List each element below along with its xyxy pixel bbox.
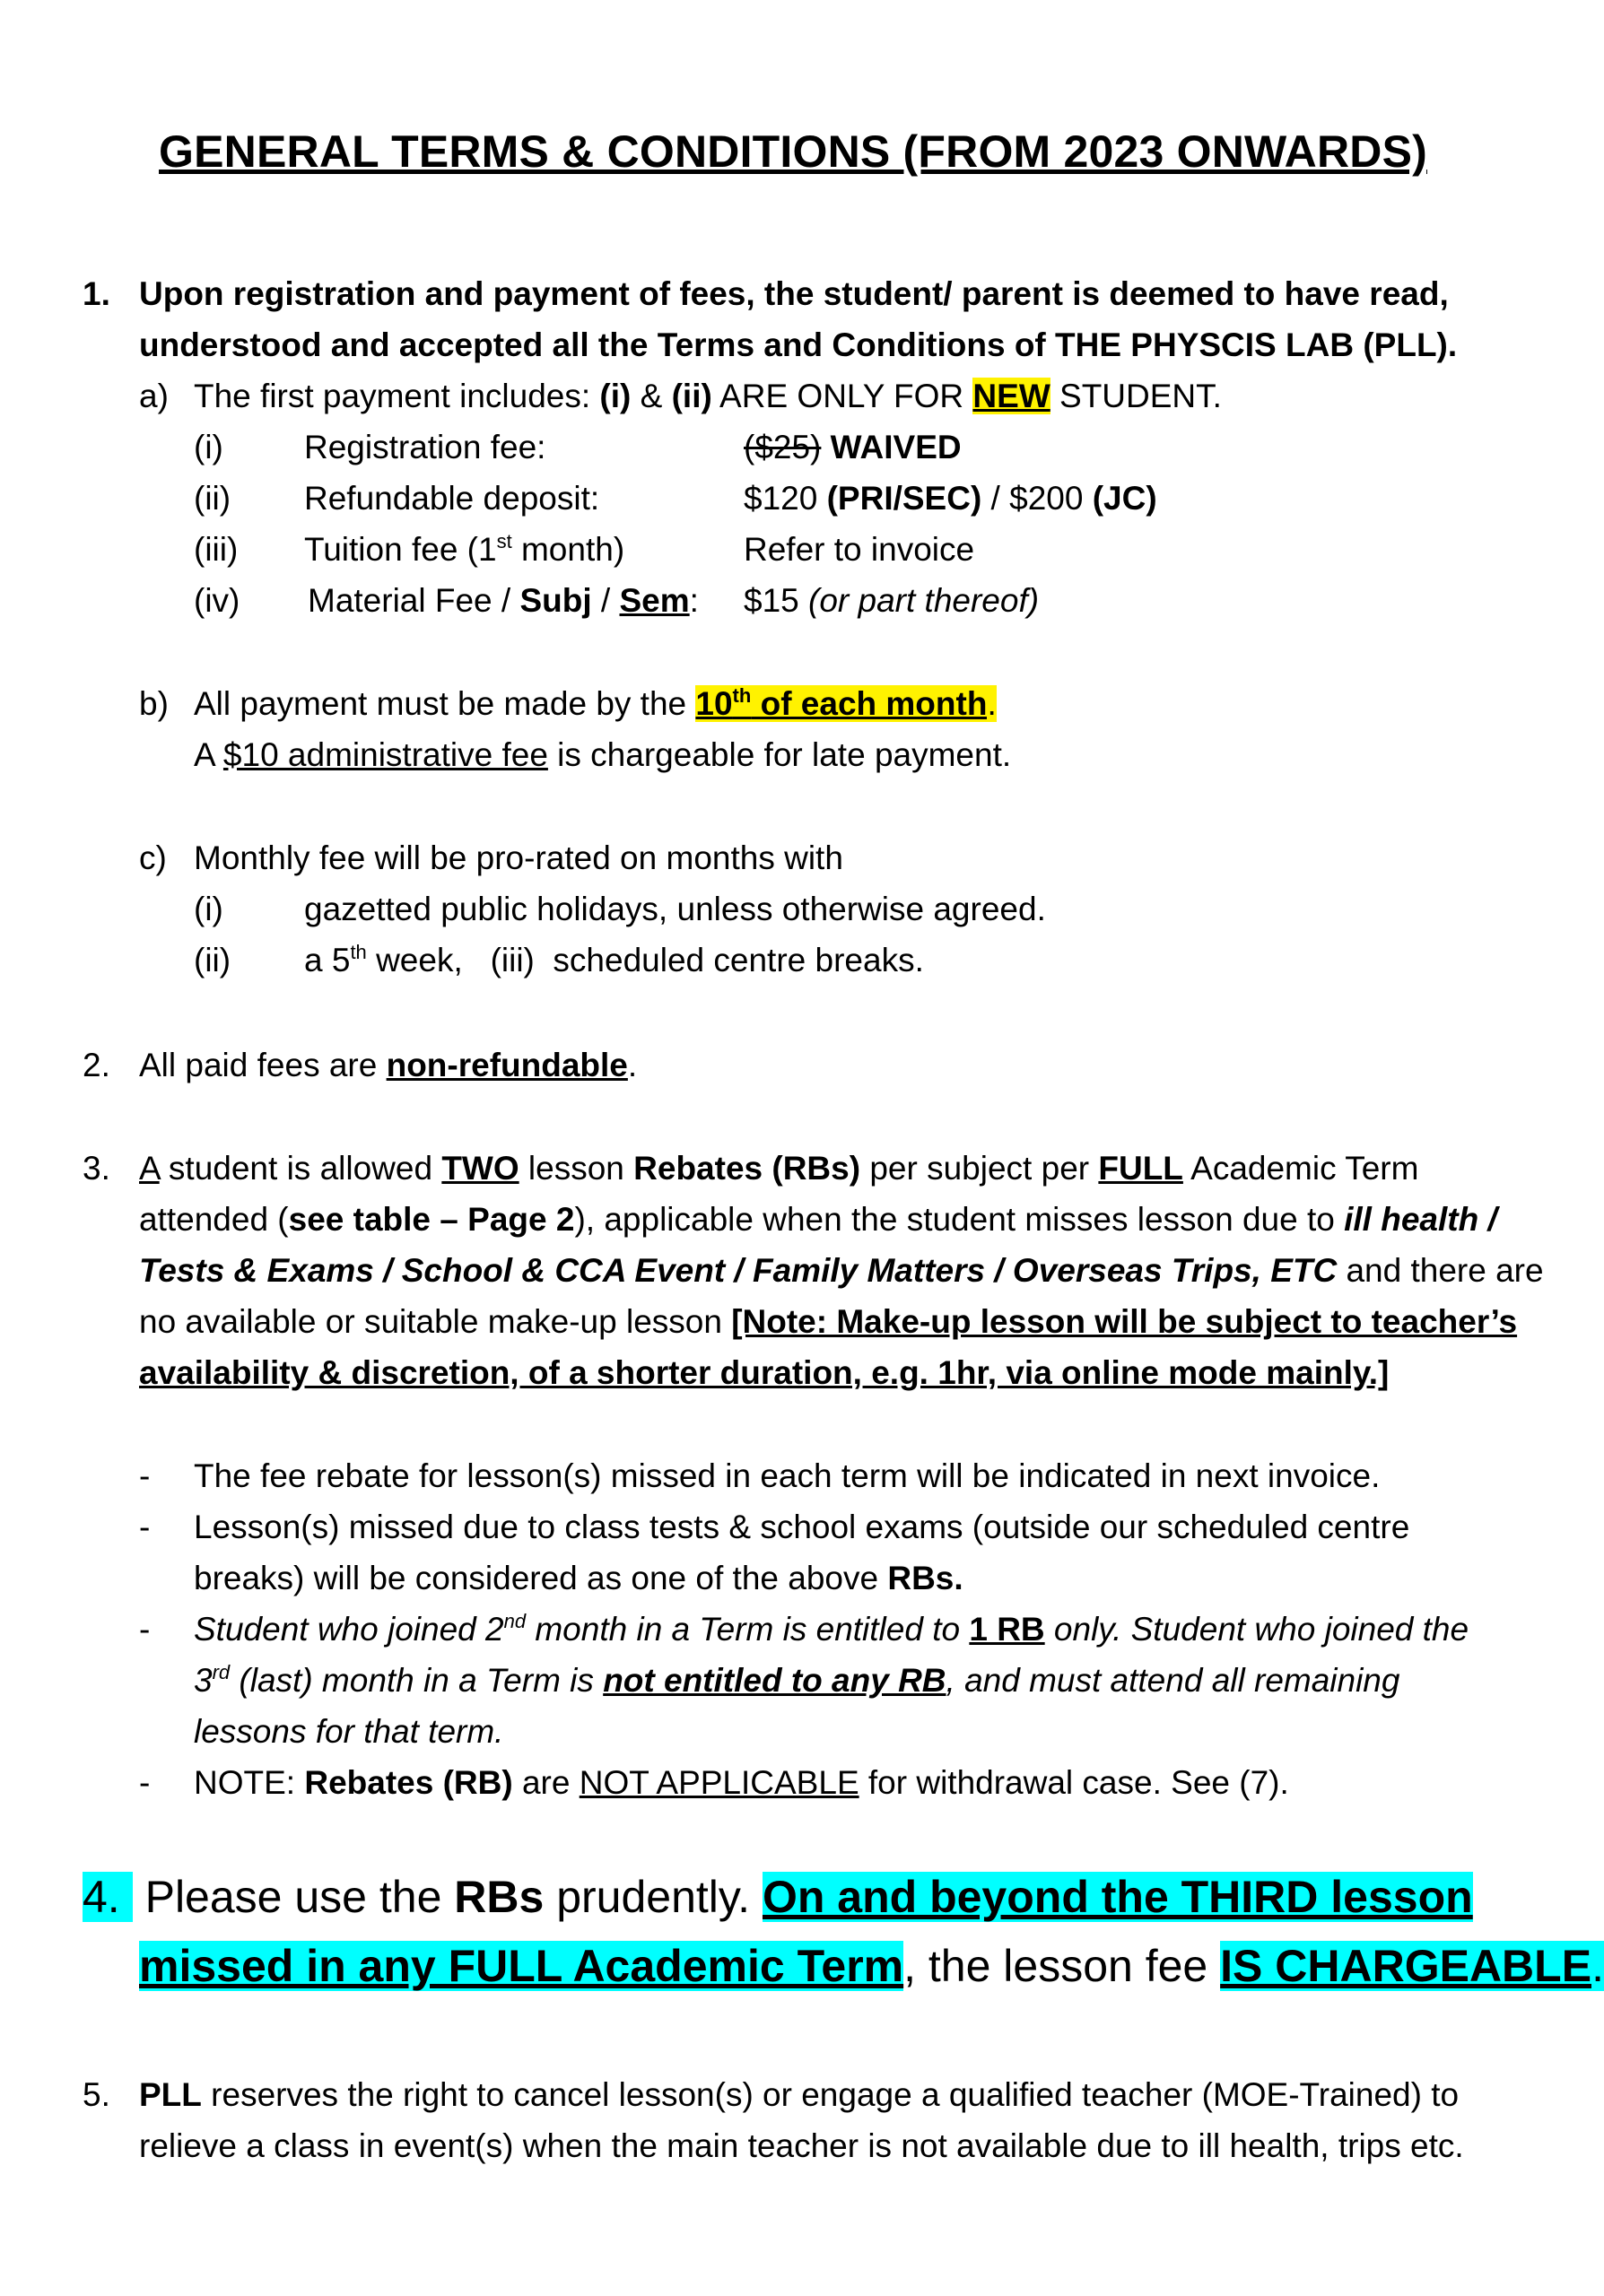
fee-row-1-label: Registration fee: (304, 429, 546, 465)
item-3-line-5: availability & discretion, of a shorter duration, e.g. 1hr, via online mode mainly.] (139, 1354, 1390, 1391)
item-4-line-1: 4. Please use the RBs prudently. On and beyond the THIRD lesson (83, 1872, 1473, 1922)
item-5-line-2: relieve a class in event(s) when the main teacher is not available due to ill health, trips etc. (139, 2127, 1464, 2164)
item-3-line-2: attended (see table – Page 2), applicable when the student misses lesson due to ill health / (139, 1201, 1497, 1238)
fee-row-2-value: $120 (PRI/SEC) / $200 (JC) (744, 480, 1157, 517)
item-3-line-4: no available or suitable make-up lesson [Note: Make-up lesson will be subject to teacher’s (139, 1303, 1518, 1340)
item-4-line-2: missed in any FULL Academic Term, the lesson fee IS CHARGEABLE. (139, 1941, 1604, 1991)
item-1a-text: The first payment includes: (i) & (ii) ARE ONLY FOR NEW STUDENT. (194, 378, 1222, 414)
bullet-dash: - (139, 1457, 151, 1494)
rebate-note-2-line-2: breaks) will be considered as one of the above RBs. (194, 1560, 963, 1596)
bullet-dash: - (139, 1764, 151, 1801)
rebate-note-3-line-3: lessons for that term. (194, 1713, 504, 1750)
fee-row-2-label: Refundable deposit: (304, 480, 600, 517)
item-1c-row-2-text: a 5th week, (iii) scheduled centre breaks. (304, 941, 924, 978)
new-highlight: NEW (972, 378, 1050, 414)
rebate-note-2-line-1: Lesson(s) missed due to class tests & school exams (outside our scheduled centre (194, 1509, 1410, 1545)
fee-row-3-num: (iii) (194, 531, 239, 568)
page-title: GENERAL TERMS & CONDITIONS (FROM 2023 ONWARDS) (159, 126, 1427, 177)
fee-row-3-label: Tuition fee (1st month) (304, 530, 625, 568)
fee-row-1-value: ($25) WAIVED (744, 429, 962, 465)
rebate-note-3-line-2: 3rd (last) month in a Term is not entitled to any RB, and must attend all remaining (194, 1661, 1400, 1699)
fee-row-3-value: Refer to invoice (744, 531, 975, 568)
rebate-note-4: NOTE: Rebates (RB) are NOT APPLICABLE for withdrawal case. See (7). (194, 1764, 1289, 1801)
item-1c-row-2-num: (ii) (194, 942, 231, 978)
due-date-highlight: 10th of each month (695, 684, 988, 722)
fee-row-4-value: $15 (or part thereof) (744, 582, 1040, 619)
fee-row-4-label: Material Fee / Subj / Sem: (308, 582, 699, 619)
bullet-dash: - (139, 1611, 151, 1648)
rebate-note-1: The fee rebate for lesson(s) missed in each term will be indicated in next invoice. (194, 1457, 1381, 1494)
item-1c-row-1-text: gazetted public holidays, unless otherwise agreed. (304, 891, 1046, 927)
item-4-highlight-1: On and beyond the THIRD lesson (762, 1872, 1473, 1922)
item-4-highlight-3: IS CHARGEABLE (1220, 1941, 1592, 1991)
item-1b-letter: b) (139, 685, 169, 722)
item-4-highlight-2: missed in any FULL Academic Term (139, 1941, 904, 1991)
item-1b-line-2: A $10 administrative fee is chargeable for late payment. (194, 736, 1012, 773)
item-1c-row-1-num: (i) (194, 891, 223, 927)
item-1-number: 1. (83, 275, 110, 312)
item-1c-line-1: Monthly fee will be pro-rated on months with (194, 839, 843, 876)
item-1-line-2: understood and accepted all the Terms and Conditions of THE PHYSCIS LAB (PLL). (139, 326, 1458, 363)
item-1a-letter: a) (139, 378, 169, 414)
bullet-dash: - (139, 1509, 151, 1545)
item-5-number: 5. (83, 2076, 110, 2113)
fee-row-2-num: (ii) (194, 480, 231, 517)
fee-row-4-num: (iv) (194, 582, 240, 619)
item-2-number: 2. (83, 1047, 110, 1083)
item-1-line-1: Upon registration and payment of fees, the student/ parent is deemed to have read, (139, 275, 1449, 312)
item-2-text: All paid fees are non-refundable. (139, 1047, 638, 1083)
item-1c-letter: c) (139, 839, 167, 876)
item-5-line-1: PLL reserves the right to cancel lesson(s) or engage a qualified teacher (MOE-Trained) to (139, 2076, 1460, 2113)
fee-row-1-num: (i) (194, 429, 223, 465)
item-3-number: 3. (83, 1150, 110, 1187)
item-1b-line-1: All payment must be made by the 10th of each month. (194, 684, 997, 722)
item-3-line-1: A student is allowed TWO lesson Rebates (RBs) per subject per FULL Academic Term (139, 1150, 1419, 1187)
item-3-line-3: Tests & Exams / School & CCA Event / Family Matters / Overseas Trips, ETC and there are (139, 1252, 1544, 1289)
rebate-note-3-line-1: Student who joined 2nd month in a Term is entitled to 1 RB only. Student who joined the (194, 1610, 1469, 1648)
